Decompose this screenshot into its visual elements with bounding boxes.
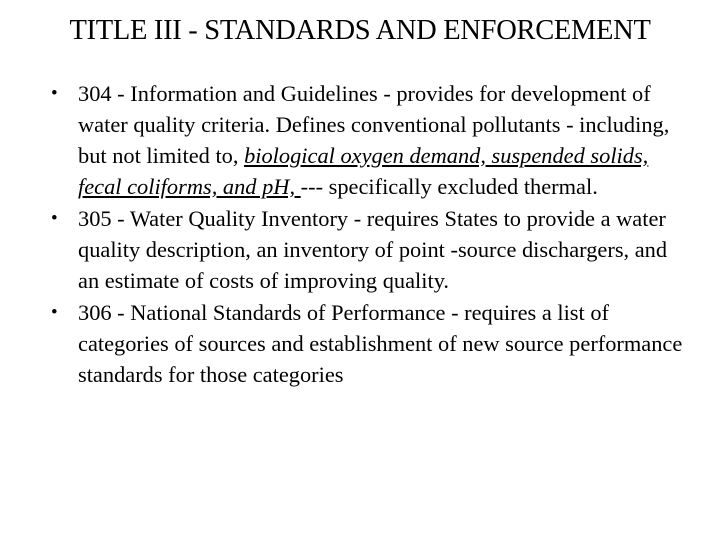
bullet-item-306 xyxy=(51,297,691,390)
bullet-306-text: 306 - National Standards of Performance - requires a list of categories of sources and establishment of new source performance standards for those categories xyxy=(78,300,683,387)
bullet-icon: • xyxy=(51,83,58,104)
bullet-list xyxy=(51,78,691,390)
bullet-305-text: 305 - Water Quality Inventory - requires States to provide a water quality description, an inventory of point -source dischargers, and an estimate of costs of improving quality. xyxy=(78,206,668,293)
bullet-304-text: 304 - Information and Guidelines - provides for development of water quality criteria. Defines conventional pollutants - including, but not limited to, xyxy=(78,81,670,168)
bullet-304-tail: --- specifically excluded thermal. xyxy=(300,174,598,199)
slide-title: TITLE III - STANDARDS AND ENFORCEMENT xyxy=(69,15,651,46)
bullet-304-pollutant-list: biological oxygen demand, suspended solids, fecal coliforms, and pH, xyxy=(78,143,649,199)
bullet-item-304 xyxy=(51,78,691,202)
bullet-icon: • xyxy=(51,302,58,323)
bullet-item-305 xyxy=(51,203,691,296)
bullet-icon: • xyxy=(51,208,58,229)
